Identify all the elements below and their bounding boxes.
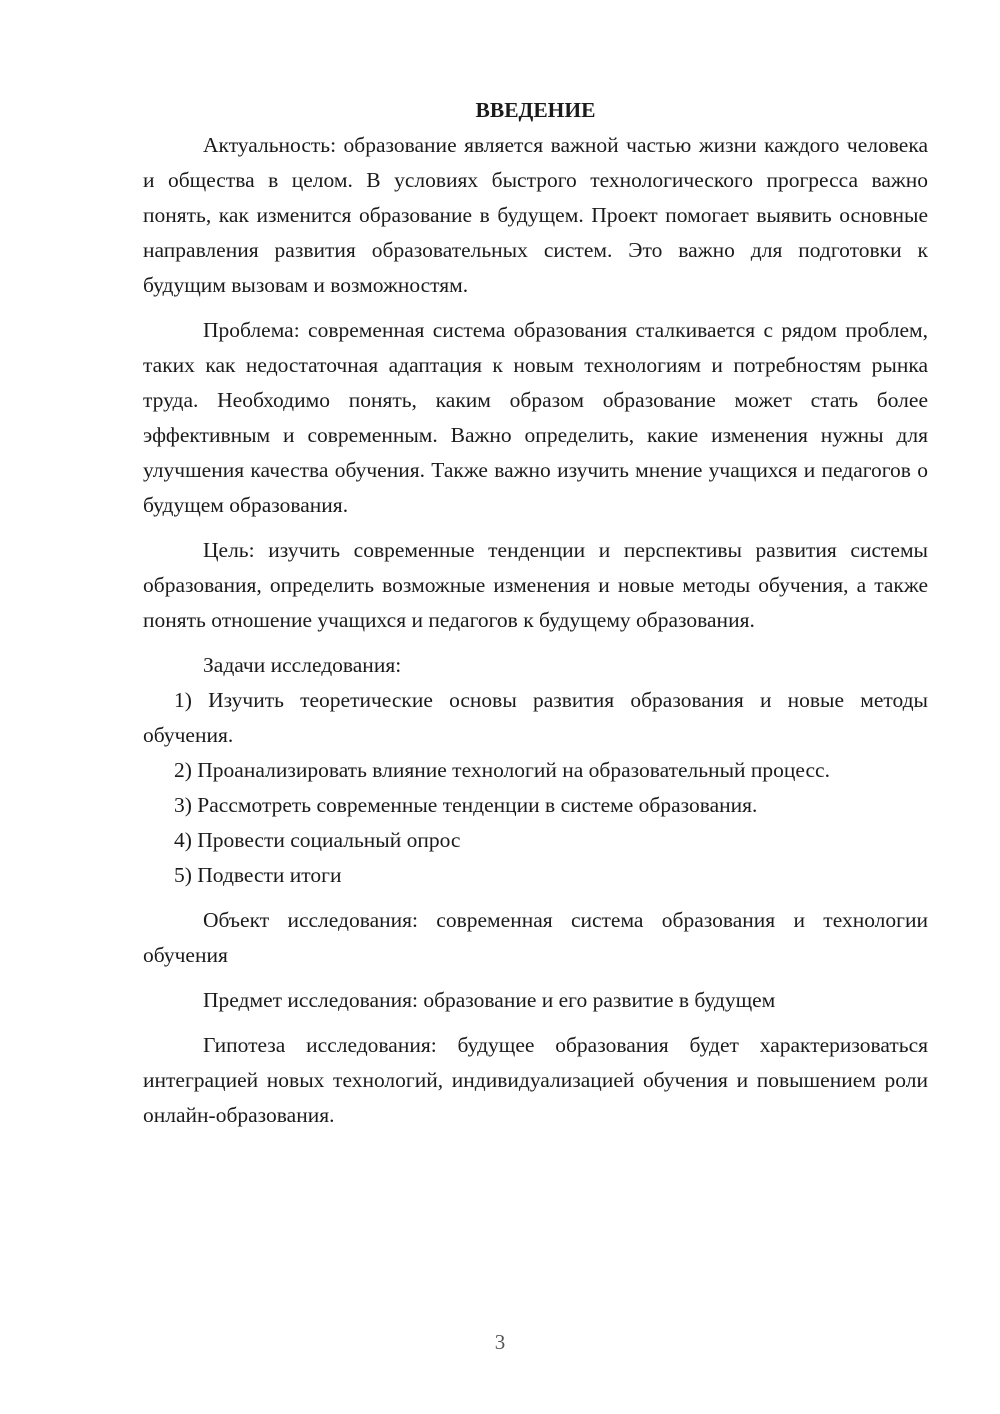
relevance-paragraph: Актуальность: образование является важной частью жизни каждого человека и общества в целом. В условиях быстрого технологического прогресса важно понять, как изменится образование в будущем. Проект помогает выявить основные направления развития образовательных систем. Это важно для подготовки к будущим вызовам и возможностям. (143, 133, 928, 297)
document-page (143, 93, 928, 1133)
task-item-2: 2) Проанализировать влияние технологий на образовательный процесс. (174, 758, 830, 782)
task-item-4: 4) Провести социальный опрос (174, 828, 461, 852)
task-item-3: 3) Рассмотреть современные тенденции в системе образования. (174, 793, 758, 817)
goal-paragraph: Цель: изучить современные тенденции и перспективы развития системы образования, определить возможные изменения и новые методы обучения, а также понять отношение учащихся и педагогов к будущему образования. (143, 538, 928, 632)
problem-paragraph: Проблема: современная система образования сталкивается с рядом проблем, таких как недостаточная адаптация к новым технологиям и потребностям рынка труда. Необходимо понять, каким образом образование может стать более эффективным и современным. Важно определить, какие изменения нужны для улучшения качества обучения. Также важно изучить мнение учащихся и педагогов о будущем образования. (143, 318, 928, 517)
task-item-5: 5) Подвести итоги (174, 863, 342, 887)
page-number: 3 (494, 1330, 506, 1354)
task-item-1: 1) Изучить теоретические основы развития образования и новые методы обучения. (143, 688, 928, 747)
tasks-heading: Задачи исследования: (203, 653, 402, 677)
hypothesis-paragraph: Гипотеза исследования: будущее образования будет характеризоваться интеграцией новых технологий, индивидуализацией обучения и повышением роли онлайн-образования. (143, 1033, 928, 1127)
object-paragraph: Объект исследования: современная система образования и технологии обучения (143, 908, 928, 967)
page-title: ВВЕДЕНИЕ (475, 98, 596, 122)
subject-paragraph: Предмет исследования: образование и его развитие в будущем (203, 988, 776, 1012)
